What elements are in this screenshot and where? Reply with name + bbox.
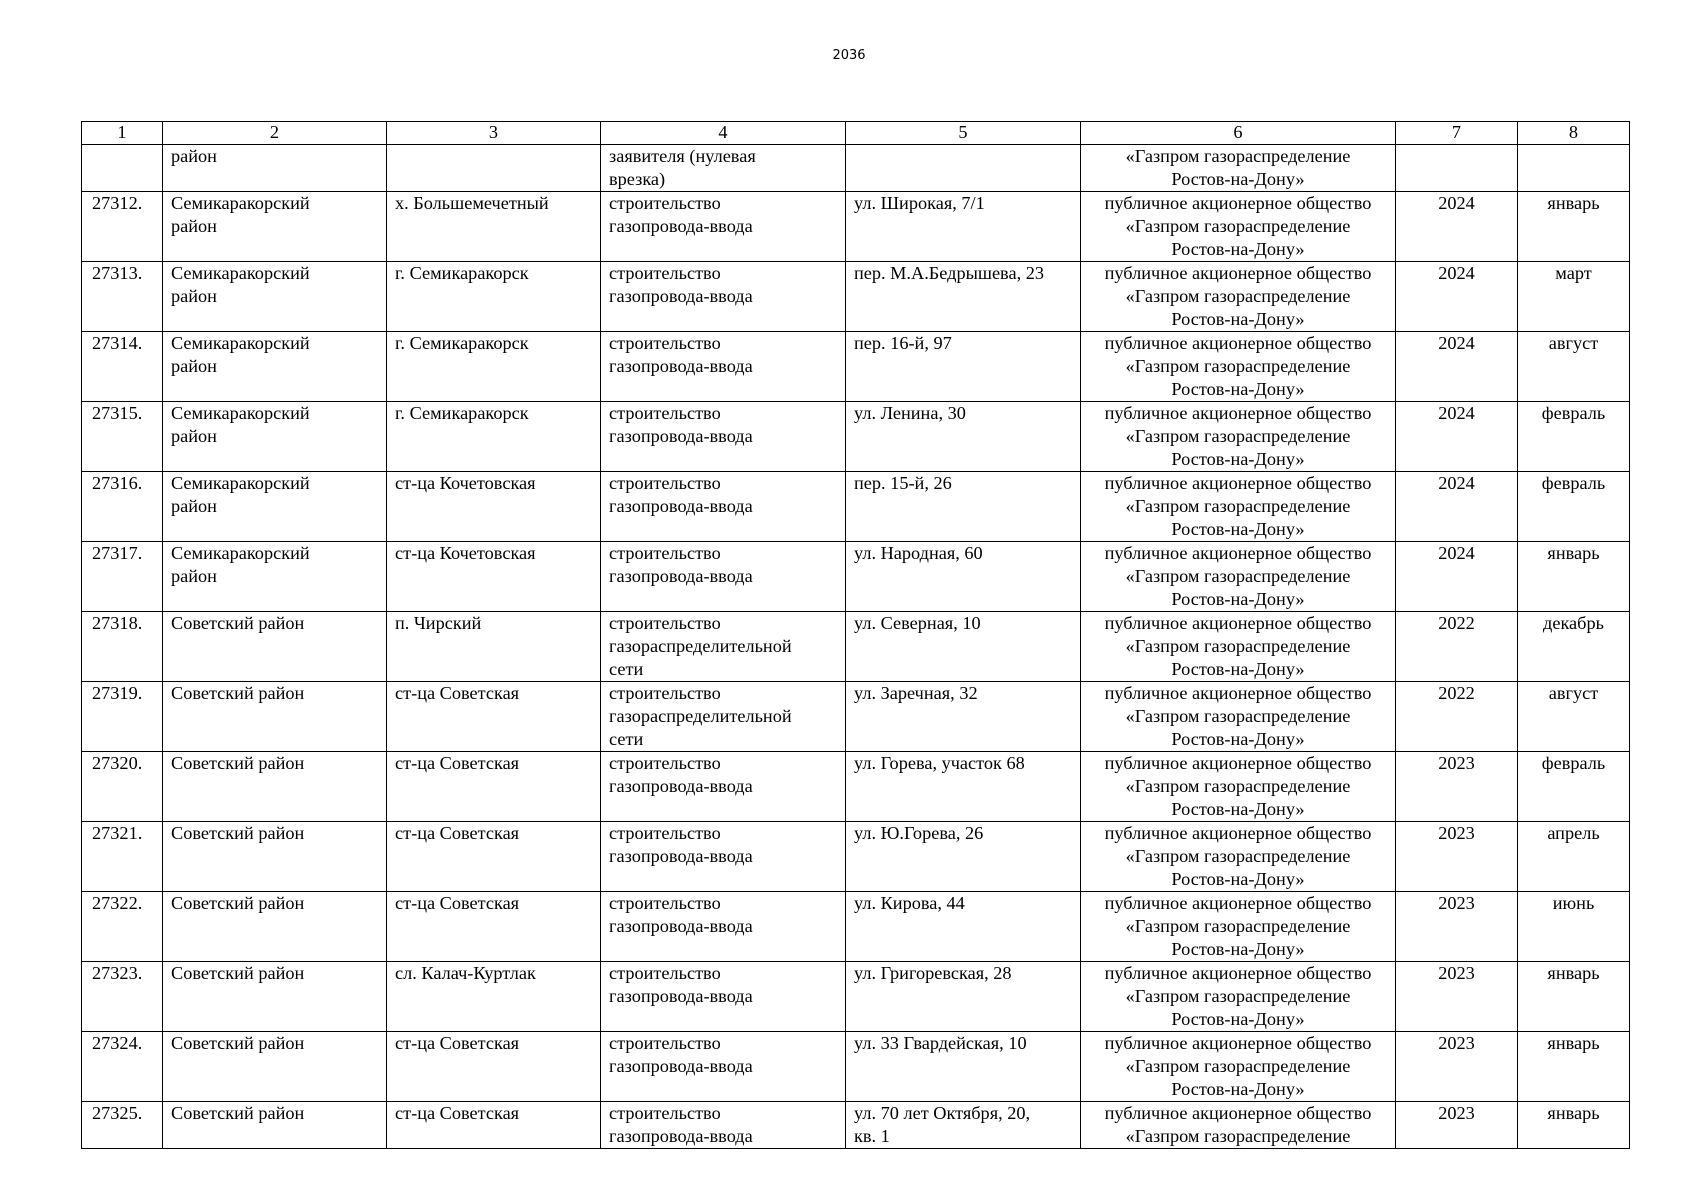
cell-district: Советский район <box>163 682 387 752</box>
gas-connection-registry-table <box>81 121 1630 1149</box>
table-row <box>82 1032 1630 1102</box>
cell-organization: публичное акционерное общество «Газпром газораспределение Ростов-на-Дону» <box>1081 192 1396 262</box>
cell-work-type: строительство газораспределительной сети <box>601 682 846 752</box>
cell-number: 27317. <box>82 542 163 612</box>
cell-organization: публичное акционерное общество «Газпром газораспределение Ростов-на-Дону» <box>1081 402 1396 472</box>
cell-district: Советский район <box>163 612 387 682</box>
cell-address: ул. Заречная, 32 <box>846 682 1081 752</box>
cell-district: Семикаракорский район <box>163 262 387 332</box>
cell-address <box>846 145 1081 192</box>
cell-year <box>1396 145 1518 192</box>
cell-organization: публичное акционерное общество «Газпром газораспределение Ростов-на-Дону» <box>1081 472 1396 542</box>
cell-organization: публичное акционерное общество «Газпром газораспределение Ростов-на-Дону» <box>1081 962 1396 1032</box>
cell-year: 2024 <box>1396 262 1518 332</box>
cell-month: январь <box>1518 962 1630 1032</box>
cell-number: 27320. <box>82 752 163 822</box>
cell-year: 2024 <box>1396 332 1518 402</box>
cell-district: Семикаракорский район <box>163 402 387 472</box>
cell-district: Советский район <box>163 1102 387 1149</box>
cell-address: ул. Народная, 60 <box>846 542 1081 612</box>
table-row <box>82 192 1630 262</box>
cell-month <box>1518 145 1630 192</box>
cell-number: 27321. <box>82 822 163 892</box>
column-header: 8 <box>1518 122 1630 145</box>
table-row <box>82 542 1630 612</box>
cell-year: 2024 <box>1396 192 1518 262</box>
cell-number: 27315. <box>82 402 163 472</box>
table-row <box>82 1102 1630 1149</box>
column-header: 7 <box>1396 122 1518 145</box>
cell-locality: ст-ца Советская <box>387 1102 601 1149</box>
cell-district: район <box>163 145 387 192</box>
cell-district: Советский район <box>163 892 387 962</box>
cell-number: 27324. <box>82 1032 163 1102</box>
table-row <box>82 682 1630 752</box>
cell-year: 2023 <box>1396 962 1518 1032</box>
cell-address: ул. 33 Гвардейская, 10 <box>846 1032 1081 1102</box>
cell-locality: ст-ца Советская <box>387 752 601 822</box>
column-header: 1 <box>82 122 163 145</box>
cell-year: 2022 <box>1396 682 1518 752</box>
cell-address: ул. Ленина, 30 <box>846 402 1081 472</box>
column-header: 3 <box>387 122 601 145</box>
cell-district: Семикаракорский район <box>163 472 387 542</box>
table-row <box>82 332 1630 402</box>
cell-address: ул. Кирова, 44 <box>846 892 1081 962</box>
cell-work-type: строительство газопровода-ввода <box>601 752 846 822</box>
cell-year: 2024 <box>1396 402 1518 472</box>
table-row <box>82 612 1630 682</box>
cell-organization: публичное акционерное общество «Газпром газораспределение Ростов-на-Дону» <box>1081 262 1396 332</box>
cell-month: март <box>1518 262 1630 332</box>
column-number-row <box>82 122 1630 145</box>
cell-work-type: строительство газопровода-ввода <box>601 262 846 332</box>
cell-work-type: строительство газопровода-ввода <box>601 332 846 402</box>
cell-organization: публичное акционерное общество «Газпром газораспределение Ростов-на-Дону» <box>1081 892 1396 962</box>
cell-number: 27314. <box>82 332 163 402</box>
table-row-continued <box>82 145 1630 192</box>
cell-month: апрель <box>1518 822 1630 892</box>
cell-locality: ст-ца Кочетовская <box>387 472 601 542</box>
table-row <box>82 892 1630 962</box>
cell-locality: ст-ца Советская <box>387 822 601 892</box>
cell-locality: ст-ца Советская <box>387 892 601 962</box>
table-row <box>82 962 1630 1032</box>
cell-number: 27312. <box>82 192 163 262</box>
cell-organization: публичное акционерное общество «Газпром газораспределение Ростов-на-Дону» <box>1081 822 1396 892</box>
cell-month: август <box>1518 332 1630 402</box>
cell-locality: х. Большемечетный <box>387 192 601 262</box>
column-header: 5 <box>846 122 1081 145</box>
cell-address: пер. М.А.Бедрышева, 23 <box>846 262 1081 332</box>
cell-work-type: строительство газопровода-ввода <box>601 1032 846 1102</box>
page-number: 2036 <box>832 48 866 63</box>
cell-year: 2023 <box>1396 892 1518 962</box>
cell-month: январь <box>1518 1102 1630 1149</box>
cell-locality <box>387 145 601 192</box>
cell-district: Советский район <box>163 752 387 822</box>
cell-work-type: строительство газопровода-ввода <box>601 822 846 892</box>
cell-locality: ст-ца Советская <box>387 682 601 752</box>
cell-number: 27325. <box>82 1102 163 1149</box>
table-row <box>82 752 1630 822</box>
cell-work-type: строительство газопровода-ввода <box>601 472 846 542</box>
cell-organization: публичное акционерное общество «Газпром газораспределение Ростов-на-Дону» <box>1081 682 1396 752</box>
cell-work-type: строительство газопровода-ввода <box>601 962 846 1032</box>
cell-number: 27316. <box>82 472 163 542</box>
cell-address: ул. 70 лет Октября, 20, кв. 1 <box>846 1102 1081 1149</box>
cell-address: ул. Ю.Горева, 26 <box>846 822 1081 892</box>
table-row <box>82 262 1630 332</box>
cell-year: 2023 <box>1396 1102 1518 1149</box>
cell-month: июнь <box>1518 892 1630 962</box>
cell-organization: публичное акционерное общество «Газпром газораспределение Ростов-на-Дону» <box>1081 332 1396 402</box>
table-row <box>82 822 1630 892</box>
cell-organization: публичное акционерное общество «Газпром газораспределение Ростов-на-Дону» <box>1081 612 1396 682</box>
table-row <box>82 402 1630 472</box>
cell-year: 2024 <box>1396 542 1518 612</box>
cell-locality: ст-ца Советская <box>387 1032 601 1102</box>
cell-number: 27323. <box>82 962 163 1032</box>
cell-address: ул. Северная, 10 <box>846 612 1081 682</box>
column-header: 4 <box>601 122 846 145</box>
cell-organization: публичное акционерное общество «Газпром газораспределение Ростов-на-Дону» <box>1081 752 1396 822</box>
cell-number: 27319. <box>82 682 163 752</box>
cell-organization: «Газпром газораспределение Ростов-на-Дону» <box>1081 145 1396 192</box>
cell-district: Семикаракорский район <box>163 192 387 262</box>
column-header: 2 <box>163 122 387 145</box>
cell-work-type: заявителя (нулевая врезка) <box>601 145 846 192</box>
cell-district: Советский район <box>163 962 387 1032</box>
cell-month: декабрь <box>1518 612 1630 682</box>
cell-address: ул. Широкая, 7/1 <box>846 192 1081 262</box>
cell-year: 2023 <box>1396 752 1518 822</box>
cell-month: февраль <box>1518 472 1630 542</box>
cell-year: 2022 <box>1396 612 1518 682</box>
cell-organization: публичное акционерное общество «Газпром газораспределение Ростов-на-Дону» <box>1081 1032 1396 1102</box>
cell-month: август <box>1518 682 1630 752</box>
cell-locality: ст-ца Кочетовская <box>387 542 601 612</box>
cell-locality: г. Семикаракорск <box>387 402 601 472</box>
cell-number: 27322. <box>82 892 163 962</box>
cell-address: пер. 15-й, 26 <box>846 472 1081 542</box>
table-row <box>82 472 1630 542</box>
cell-year: 2023 <box>1396 822 1518 892</box>
cell-month: февраль <box>1518 752 1630 822</box>
cell-address: ул. Григоревская, 28 <box>846 962 1081 1032</box>
cell-month: февраль <box>1518 402 1630 472</box>
cell-address: пер. 16-й, 97 <box>846 332 1081 402</box>
cell-month: январь <box>1518 1032 1630 1102</box>
cell-work-type: строительство газопровода-ввода <box>601 542 846 612</box>
cell-number: 27318. <box>82 612 163 682</box>
cell-year: 2023 <box>1396 1032 1518 1102</box>
cell-district: Советский район <box>163 1032 387 1102</box>
cell-address: ул. Горева, участок 68 <box>846 752 1081 822</box>
cell-month: январь <box>1518 192 1630 262</box>
cell-district: Советский район <box>163 822 387 892</box>
cell-year: 2024 <box>1396 472 1518 542</box>
cell-organization: публичное акционерное общество «Газпром газораспределение <box>1081 1102 1396 1149</box>
cell-number <box>82 145 163 192</box>
cell-locality: г. Семикаракорск <box>387 332 601 402</box>
column-header: 6 <box>1081 122 1396 145</box>
cell-organization: публичное акционерное общество «Газпром газораспределение Ростов-на-Дону» <box>1081 542 1396 612</box>
cell-work-type: строительство газопровода-ввода <box>601 402 846 472</box>
cell-locality: п. Чирский <box>387 612 601 682</box>
cell-work-type: строительство газораспределительной сети <box>601 612 846 682</box>
cell-number: 27313. <box>82 262 163 332</box>
cell-month: январь <box>1518 542 1630 612</box>
cell-locality: сл. Калач-Куртлак <box>387 962 601 1032</box>
cell-work-type: строительство газопровода-ввода <box>601 1102 846 1149</box>
cell-district: Семикаракорский район <box>163 332 387 402</box>
cell-locality: г. Семикаракорск <box>387 262 601 332</box>
cell-district: Семикаракорский район <box>163 542 387 612</box>
cell-work-type: строительство газопровода-ввода <box>601 192 846 262</box>
cell-work-type: строительство газопровода-ввода <box>601 892 846 962</box>
